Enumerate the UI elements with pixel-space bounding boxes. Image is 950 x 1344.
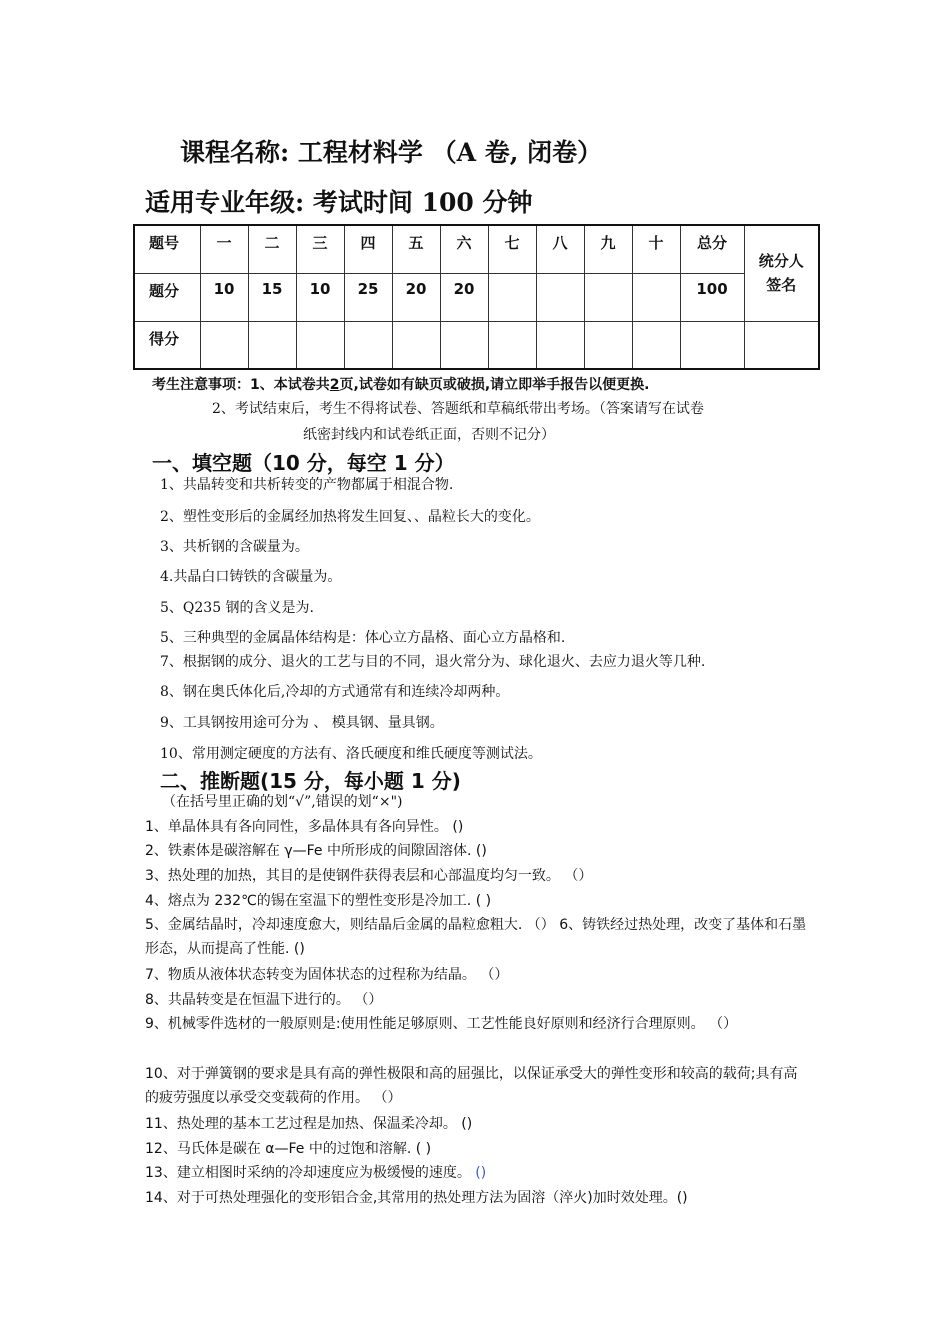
points-cell: 25 xyxy=(344,273,392,321)
major-and-time: 适用专业年级: 考试时间 100 分钟 xyxy=(145,188,533,217)
score-input-cell[interactable] xyxy=(392,321,440,369)
list-item: 9、工具钢按用途可分为 、 模具钢、量具钢。 xyxy=(160,715,444,731)
points-cell: 20 xyxy=(440,273,488,321)
points-cell xyxy=(584,273,632,321)
signer-label: 签名 xyxy=(766,276,797,295)
points-cell xyxy=(488,273,536,321)
section-2-title: 二、推断题(15 分，每小题 1 分) xyxy=(160,769,461,793)
list-item: 3、共析钢的含碳量为。 xyxy=(160,539,309,555)
question-number: 二 xyxy=(248,225,296,273)
list-item: 12、马氏体是碳在 α—Fe 中的过饱和溶解. ( ) xyxy=(145,1141,432,1157)
question-number: 一 xyxy=(200,225,248,273)
list-item: 10、对于弹簧钢的要求是具有高的弹性极限和高的屈强比，以保证承受大的弹性变形和较高的载荷;具有高的疲劳强度以承受交变载荷的作用。 （） xyxy=(145,1066,798,1106)
list-item: 4.共晶白口铸铁的含碳量为。 xyxy=(160,569,342,585)
score-input-cell[interactable] xyxy=(248,321,296,369)
signer-cell xyxy=(744,225,819,321)
list-item: 2、塑性变形后的金属经加热将发生回复、、晶粒长大的变化。 xyxy=(160,509,540,525)
list-item: 9、机械零件选材的一般原则是:使用性能足够原则、工艺性能良好原则和经济行合理原则。 （） xyxy=(145,1016,738,1032)
list-item: 1、单晶体具有各向同性，多晶体具有各向异性。 () xyxy=(145,819,464,835)
list-item: 7、根据钢的成分、退火的工艺与目的不同，退火常分为、球化退火、去应力退火等几种. xyxy=(160,654,706,670)
question-number: 八 xyxy=(536,225,584,273)
points-cell: 15 xyxy=(248,273,296,321)
score-input-cell[interactable] xyxy=(296,321,344,369)
table-row xyxy=(134,273,819,321)
table-row xyxy=(134,225,819,273)
score-input-cell[interactable] xyxy=(488,321,536,369)
table-row xyxy=(134,321,819,369)
total-points: 100 xyxy=(680,273,744,321)
course-title: 课程名称: 工程材料学 （A 卷, 闭卷） xyxy=(180,138,603,167)
points-cell: 20 xyxy=(392,273,440,321)
row-label: 题号 xyxy=(134,225,200,273)
list-item: 4、熔点为 232℃的锡在室温下的塑性变形是冷加工. ( ) xyxy=(145,893,492,909)
row-label: 题分 xyxy=(134,273,200,321)
section-1-title: 一、填空题（10 分，每空 1 分） xyxy=(152,451,455,475)
score-input-cell[interactable] xyxy=(536,321,584,369)
notice-suffix: 页,试卷如有缺页或破损,请立即举手报告以便更换. xyxy=(339,377,650,393)
answer-bracket[interactable]: () xyxy=(475,1165,487,1181)
question-number: 十 xyxy=(632,225,680,273)
list-item: 1、共晶转变和共析转变的产物都属于相混合物. xyxy=(160,477,454,493)
item-text: 13、建立相图时采纳的冷却速度应为极缓慢的速度。 xyxy=(145,1165,471,1181)
row-label: 得分 xyxy=(134,321,200,369)
list-item: 5、三种典型的金属晶体结构是：体心立方晶格、面心立方晶格和. xyxy=(160,630,566,646)
notice-prefix: 考生注意事项：1、本试卷共 xyxy=(152,377,330,393)
score-input-cell[interactable] xyxy=(632,321,680,369)
score-input-cell[interactable] xyxy=(200,321,248,369)
total-header: 总分 xyxy=(680,225,744,273)
list-item: 2、铁素体是碳溶解在 γ—Fe 中所形成的间隙固溶体. () xyxy=(145,843,487,859)
list-item: 3、热处理的加热，其目的是使钢件获得表层和心部温度均匀一致。 （） xyxy=(145,868,593,884)
notice-line-3: 纸密封线内和试卷纸正面，否则不记分） xyxy=(303,427,555,443)
question-number: 九 xyxy=(584,225,632,273)
list-item: 7、物质从液体状态转变为固体状态的过程称为结晶。 （） xyxy=(145,967,509,983)
score-input-cell[interactable] xyxy=(584,321,632,369)
list-item: 8、钢在奥氏体化后,冷却的方式通常有和连续冷却两种。 xyxy=(160,684,510,700)
list-item xyxy=(145,1162,486,1182)
score-input-cell[interactable] xyxy=(440,321,488,369)
points-cell xyxy=(632,273,680,321)
list-item: 14、对于可热处理强化的变形铝合金,其常用的热处理方法为固溶（淬火)加时效处理。() xyxy=(145,1190,688,1206)
list-item: 5、Q235 钢的含义是为. xyxy=(160,600,315,616)
question-number: 四 xyxy=(344,225,392,273)
score-input-cell[interactable] xyxy=(680,321,744,369)
list-item: 8、共晶转变是在恒温下进行的。 （） xyxy=(145,992,383,1008)
question-number: 七 xyxy=(488,225,536,273)
list-item: 10、常用测定硬度的方法有、洛氏硬度和维氏硬度等测试法。 xyxy=(160,746,542,762)
question-number: 三 xyxy=(296,225,344,273)
signature-cell[interactable] xyxy=(744,321,819,369)
list-item: 5、金属结晶时，冷却速度愈大，则结晶后金属的晶粒愈粗大. （） 6、铸铁经过热处理，改变了基体和石墨形态，从而提高了性能. () xyxy=(145,917,807,957)
page-count: 2 xyxy=(329,377,340,393)
score-input-cell[interactable] xyxy=(344,321,392,369)
question-number: 五 xyxy=(392,225,440,273)
points-cell: 10 xyxy=(200,273,248,321)
question-number: 六 xyxy=(440,225,488,273)
notice-line-1 xyxy=(152,374,649,394)
notice-line-2: 2、考试结束后，考生不得将试卷、答题纸和草稿纸带出考场。（答案请写在试卷 xyxy=(212,401,704,417)
points-cell: 10 xyxy=(296,273,344,321)
score-table xyxy=(133,224,820,370)
signer-label: 统分人 xyxy=(758,252,804,271)
list-item: 11、热处理的基本工艺过程是加热、保温柔冷却。 () xyxy=(145,1116,473,1132)
points-cell xyxy=(536,273,584,321)
section-2-instructions: （在括号里正确的划“√”,错误的划“×") xyxy=(162,794,403,810)
